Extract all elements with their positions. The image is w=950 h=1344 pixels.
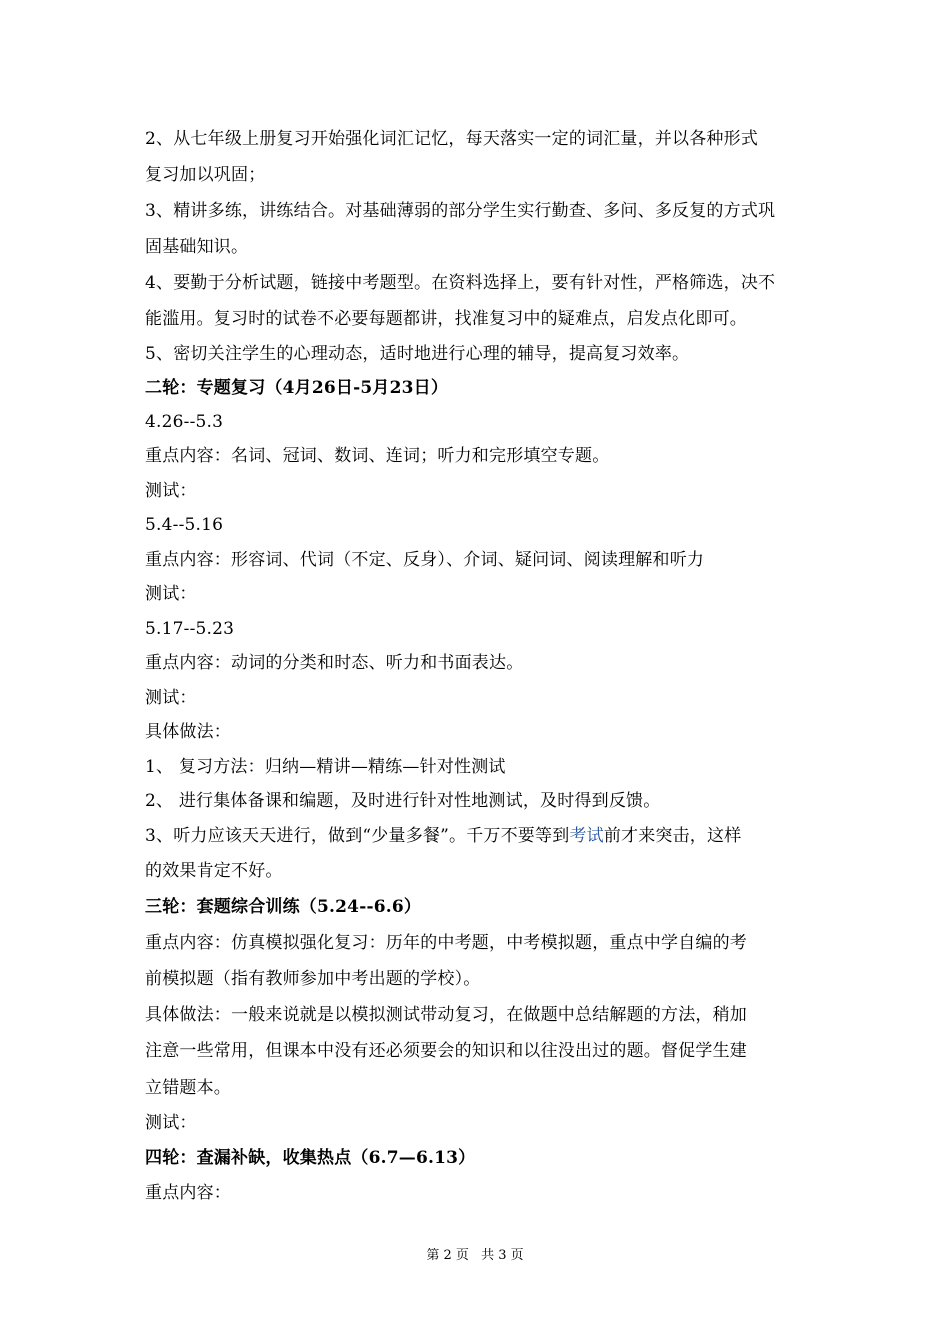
focus-content: 重点内容：仿真模拟强化复习：历年的中考题，中考模拟题，重点中学自编的考 [145, 933, 747, 953]
focus-content: 重点内容：名词、冠词、数词、连词；听力和完形填空专题。 [145, 446, 610, 466]
focus-content: 重点内容：形容词、代词（不定、反身）、介词、疑问词、阅读理解和听力 [145, 550, 705, 570]
test-label: 测试： [145, 688, 197, 708]
paragraph-line: 4、要勤于分析试题，链接中考题型。在资料选择上，要有针对性，严格筛选，决不 [145, 273, 776, 293]
method-label: 具体做法：一般来说就是以模拟测试带动复习，在做题中总结解题的方法，稍加 [145, 1005, 747, 1025]
test-label: 测试： [145, 1113, 197, 1133]
section-heading-round-2: 二轮：专题复习（4月26日-5月23日） [145, 378, 449, 398]
date-range: 5.4--5.16 [145, 515, 224, 535]
section-heading-round-4: 四轮：查漏补缺，收集热点（6.7—6.13） [145, 1148, 476, 1168]
method-item-3-text: 3、听力应该天天进行，做到“少量多餐”。千万不要等到 [145, 826, 570, 846]
date-range: 4.26--5.3 [145, 412, 224, 432]
method-item-3-text-end: 前才来突击，这样 [603, 826, 742, 846]
paragraph-line: 固基础知识。 [145, 237, 249, 257]
page-number: 第 2 页 [426, 1248, 469, 1263]
paragraph-line: 3、精讲多练，讲练结合。对基础薄弱的部分学生实行勤查、多问、多反复的方式巩 [145, 201, 776, 221]
paragraph-line: 5、密切关注学生的心理动态，适时地进行心理的辅导，提高复习效率。 [145, 344, 690, 364]
paragraph-line: 复习加以巩固； [145, 165, 266, 185]
method-item-2: 2、 进行集体备课和编题，及时进行针对性地测试，及时得到反馈。 [145, 791, 661, 811]
paragraph-line: 2、从七年级上册复习开始强化词汇记忆，每天落实一定的词汇量，并以各种形式 [145, 129, 759, 149]
focus-content: 重点内容： [145, 1183, 231, 1203]
paragraph-line: 的效果肯定不好。 [145, 861, 283, 881]
date-range: 5.17--5.23 [145, 619, 235, 639]
section-heading-round-3: 三轮：套题综合训练（5.24--6.6） [145, 897, 422, 917]
test-label: 测试： [145, 481, 197, 501]
total-pages: 共 3 页 [481, 1248, 524, 1263]
focus-content: 重点内容：动词的分类和时态、听力和书面表达。 [145, 653, 524, 673]
paragraph-line: 注意一些常用，但课本中没有还必须要会的知识和以往没出过的题。督促学生建 [145, 1041, 747, 1061]
exam-link[interactable]: 考试 [569, 826, 604, 846]
paragraph-line: 能滥用。复习时的试卷不必要每题都讲，找准复习中的疑难点，启发点化即可。 [145, 309, 747, 329]
method-item-3 [145, 825, 815, 847]
method-label: 具体做法： [145, 722, 231, 742]
page-footer [0, 1247, 950, 1265]
method-item-1: 1、 复习方法：归纳—精讲—精练—针对性测试 [145, 757, 506, 777]
paragraph-line: 前模拟题（指有教师参加中考出题的学校）。 [145, 969, 481, 989]
test-label: 测试： [145, 584, 197, 604]
paragraph-line: 立错题本。 [145, 1078, 231, 1098]
